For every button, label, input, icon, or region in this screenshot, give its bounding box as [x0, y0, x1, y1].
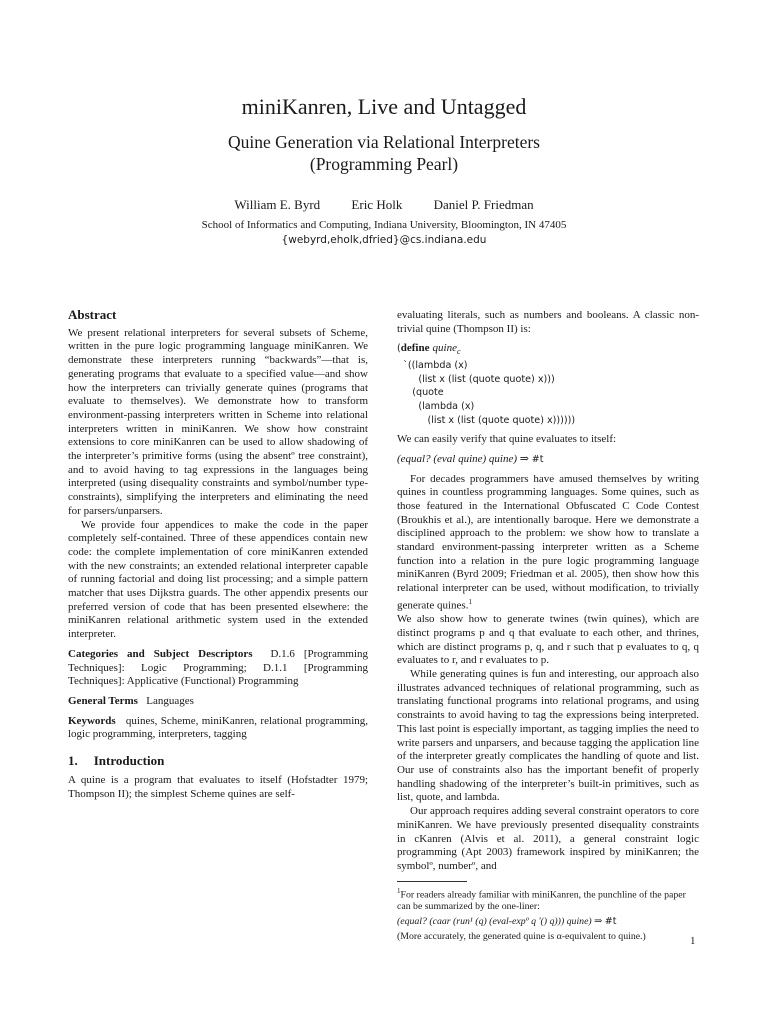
- abstract-heading: Abstract: [68, 307, 117, 322]
- subtitle-line-2: (Programming Pearl): [309, 154, 459, 174]
- left-column: [68, 308, 368, 801]
- code-quine-name: quine$_c$: [432, 342, 461, 357]
- general-terms-text: Languages: [146, 694, 194, 707]
- intro-paragraph-continued: evaluating literals, such as numbers and booleans. A classic non-trivial quine (Thompson II) is:: [397, 309, 699, 335]
- abstract-paragraph-1: We present relational interpreters for several subsets of Scheme, written in the pure logic programming language miniKanren. We demonstrate these interpreters running “backwards”—that is, generating programs that evaluate to a specified value—and show how the interpreters can trivially generate quines (programs that evaluate to themselves). We demonstrate how to transform environment-passing interpreters written in Scheme into relational interpreters written in miniKanren. We show how constraint extensions to core miniKanren can be used to allow shadowing of the interpreter’s primitive forms (using the absentº tree constraint), and to avoid having to tag expressions in the languages being interpreted (using disequality constraints and symbol/number type-constraints), simplifying the interpreters and eliminating the need for parsers/unparsers.: [68, 326, 368, 517]
- author-3: Daniel P. Friedman: [433, 197, 534, 212]
- footnote-1: [397, 885, 699, 944]
- code-line-3: (quote: [397, 387, 444, 399]
- footnote-marker: 1: [468, 597, 472, 606]
- abstract-paragraph-2: We provide four appendices to make the code in the paper completely self-contained. Three of these appendices contain new code: the complete implementation of core miniKanren extended with the new constraints; an extended relational interpreter capable of running factorial and doing list processing; and a simple pattern matcher that uses Dijkstra guards. The other appendix presents our preferred version of code that has been presented elsewhere: the miniKanren relational arithmetic system used in the extended interpreter.: [68, 518, 368, 641]
- verify-text: We can easily verify that quine evaluates to itself:: [397, 433, 617, 446]
- author-1: William E. Byrd: [234, 197, 321, 212]
- verify-expression: [397, 453, 699, 467]
- section-title: Introduction: [93, 753, 165, 769]
- quine-code-block: (define quine$_c$ `((lambda (x) (list x (list (quote quote) x))) (quote (lambda (x) (list x (list (quote quote) x)))))): [397, 342, 576, 426]
- affiliation: School of Informatics and Computing, Indiana University, Bloomington, IN 47405: [201, 219, 567, 231]
- code-line-4: (lambda (x): [397, 400, 475, 412]
- code-line-2: (list x (list (quote quote) x))): [397, 373, 555, 385]
- categories-block: [68, 648, 368, 689]
- general-terms-block: [68, 695, 368, 709]
- code-line-1: `((lambda (x): [397, 360, 468, 372]
- right-column: [397, 309, 699, 947]
- author-list: [0, 197, 768, 213]
- subtitle-line-1: Quine Generation via Relational Interpreters: [228, 132, 540, 152]
- code-line-5: (list x (list (quote quote) x)))))): [397, 414, 576, 426]
- keywords-heading: Keywords: [68, 714, 116, 727]
- keywords-block: [68, 715, 368, 742]
- paper-title: miniKanren, Live and Untagged: [241, 94, 527, 119]
- intro-paragraph-3: We also show how to generate twines (twin quines), which are distinct programs p and q that evaluate to each other, and thrines, which are distinct programs p, q, and r such that p evaluates to q, q evaluates to r, and r evaluates to p.: [397, 613, 699, 667]
- intro-paragraph-1: A quine is a program that evaluates to itself (Hofstadter 1979; Thompson II); the simplest Scheme quines are self-: [68, 773, 368, 800]
- footnote-note: (More accurately, the generated quine is α-equivalent to quine.): [397, 931, 646, 943]
- author-2: Eric Holk: [351, 197, 403, 212]
- general-terms-heading: General Terms: [68, 694, 138, 707]
- true-literal: #t: [531, 453, 544, 465]
- page-number: 1: [690, 935, 696, 947]
- footnote-rule: [397, 881, 467, 882]
- section-number: 1.: [68, 753, 78, 769]
- footnote-true-literal: #t: [604, 916, 617, 928]
- intro-paragraph-2: For decades programmers have amused themselves by writing quines in countless programming languages. Some quines, such as those featured in the International Obfuscated C Code Contest (Broukhis et al.), are intentionally baroque. Here we demonstrate a disciplined approach to the problem: we show how to translate a standard environment-passing interpreter written as a Scheme function into a relation in the pure logic programming language miniKanren (Byrd 2009; Friedman et al. 2005), then show how this relational interpreter can be used, without modification, to trivially generate quines.$^1$: [397, 472, 699, 612]
- verify-expr: (equal? (eval quine) quine) ⇒: [397, 452, 530, 465]
- keywords-text: quines, Scheme, miniKanren, relational programming, logic programming, interpreters, tagging: [68, 714, 368, 741]
- categories-text: D.1.6 [Programming Techniques]: Logic Programming; D.1.1 [Programming Techniques]: Applicative (Functional) Programming: [68, 647, 368, 688]
- code-keyword-define: define: [400, 342, 430, 355]
- footnote-text: For readers already familiar with miniKanren, the punchline of the paper can be summarized by the one-liner:: [397, 888, 686, 913]
- categories-heading: Categories and Subject Descriptors: [68, 647, 253, 660]
- paper-subtitle: [0, 131, 768, 175]
- intro-paragraph-5: Our approach requires adding several constraint operators to core miniKanren. We have previously presented disequality constraints in cKanren (Alvis et al. 2011), a general constraint logic programming (Apt 2003) framework inspired by miniKanren; the symbolº, numberº, and: [397, 805, 699, 872]
- introduction-heading: [68, 754, 368, 768]
- author-email: {webyrd,eholk,dfried}@cs.indiana.edu: [281, 234, 487, 246]
- footnote-number: 1: [397, 886, 401, 895]
- intro-paragraph-4: While generating quines is fun and interesting, our approach also illustrates advanced techniques of relational programming, such as translating functional programs into relational programs, and using constraints to avoid having to tag the expressions being interpreted. This last point is especially important, as tagging implies the need to write parsers and unparsers, and because tagging the application line of the interpreter greatly complicates the handling of quote and list. Our use of constraints also has the important benefit of properly handling shadowing of the interpreter’s built-in primitives, such as list, quote, and lambda.: [397, 668, 699, 804]
- footnote-expression: (equal? (caar (run¹ (q) (eval-expº q '() q))) quine) ⇒: [397, 916, 603, 928]
